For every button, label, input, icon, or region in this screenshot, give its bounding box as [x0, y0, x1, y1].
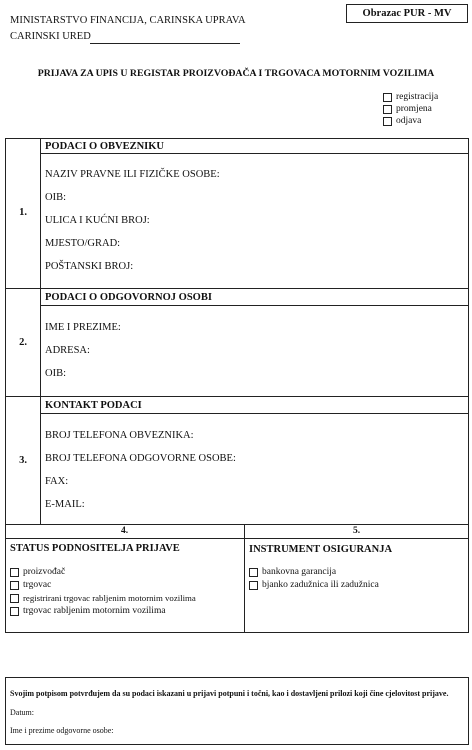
checkbox-trgovac-rabljenim[interactable] [10, 607, 19, 616]
field-naziv-osobe[interactable]: NAZIV PRAVNE ILI FIZIČKE OSOBE: [45, 169, 220, 180]
section-1-heading: PODACI O OBVEZNIKU [45, 141, 165, 152]
section-4-heading: STATUS PODNOSITELJA PRIJAVE [10, 543, 180, 554]
field-fax[interactable]: FAX: [45, 476, 69, 487]
field-telefon-obveznika[interactable]: BROJ TELEFONA OBVEZNIKA: [45, 430, 194, 441]
option-registracija[interactable] [383, 92, 438, 102]
form-title: PRIJAVA ZA UPIS U REGISTAR PROIZVOĐAČA I TRGOVACA MOTORNIM VOZILIMA [37, 68, 435, 79]
field-oib-odgovorna[interactable]: OIB: [45, 368, 66, 379]
checkbox-zaduznica[interactable] [249, 581, 258, 590]
option-odjava-label: odjava [396, 116, 422, 126]
signer-label[interactable]: Ime i prezime odgovorne osobe: [10, 726, 114, 735]
option-promjena-label: promjena [396, 104, 432, 114]
status-proizvodac-label: proizvođač [23, 567, 66, 577]
field-postanski-broj[interactable]: POŠTANSKI BROJ: [45, 261, 134, 272]
instrument-bankovna-garancija[interactable] [249, 567, 336, 577]
section-4-number: 4. [120, 526, 129, 536]
checkbox-registrirani-trgovac[interactable] [10, 594, 19, 603]
main-form-frame [5, 138, 469, 633]
field-email[interactable]: E-MAIL: [45, 499, 85, 510]
date-label[interactable]: Datum: [10, 708, 34, 717]
form-code: Obrazac PUR - MV [362, 8, 452, 19]
field-ime-prezime[interactable]: IME I PREZIME: [45, 322, 121, 333]
status-trgovac[interactable] [10, 580, 51, 590]
section-5-heading: INSTRUMENT OSIGURANJA [249, 544, 393, 555]
status-registrirani-trgovac-label: registrirani trgovac rabljenim motornim vozilima [23, 593, 196, 603]
instrument-zaduznica[interactable] [249, 580, 379, 590]
section-2-number: 2. [19, 337, 27, 348]
status-proizvodac[interactable] [10, 567, 65, 577]
field-ulica[interactable]: ULICA I KUĆNI BROJ: [45, 215, 150, 226]
section-3-number: 3. [19, 455, 27, 466]
checkbox-proizvodac[interactable] [10, 568, 19, 577]
instrument-bankovna-garancija-label: bankovna garancija [262, 567, 337, 577]
field-oib-obveznik[interactable]: OIB: [45, 192, 66, 203]
instrument-zaduznica-label: bjanko zadužnica ili zadužnica [262, 580, 379, 590]
section-2-heading: PODACI O ODGOVORNOJ OSOBI [45, 292, 212, 303]
declaration-text: Svojim potpisom potvrđujem da su podaci iskazani u prijavi potpuni i točni, kao i dostavljeni prilozi koji čine cjelovitost prijave. [10, 689, 449, 698]
status-trgovac-rabljenim[interactable] [10, 606, 166, 616]
checkbox-registracija[interactable] [383, 93, 392, 102]
form-code-box [346, 4, 468, 23]
checkbox-odjava[interactable] [383, 117, 392, 126]
section-5-number: 5. [352, 526, 361, 536]
customs-office-label [10, 31, 91, 42]
field-adresa[interactable]: ADRESA: [45, 345, 90, 356]
section-1-number: 1. [19, 207, 27, 218]
checkbox-promjena[interactable] [383, 105, 392, 114]
ministry-label: MINISTARSTVO FINANCIJA, CARINSKA UPRAVA [10, 15, 246, 26]
checkbox-bankovna-garancija[interactable] [249, 568, 258, 577]
status-trgovac-rabljenim-label: trgovac rabljenim motornim vozilima [23, 606, 166, 616]
section-3-heading: KONTAKT PODACI [45, 400, 142, 411]
customs-office-input-line[interactable] [90, 43, 240, 44]
field-mjesto[interactable]: MJESTO/GRAD: [45, 238, 121, 249]
customs-office-text: CARINSKI URED [10, 31, 91, 42]
option-odjava[interactable] [383, 116, 421, 126]
status-registrirani-trgovac[interactable] [10, 593, 196, 603]
status-trgovac-label: trgovac [23, 580, 52, 590]
option-registracija-label: registracija [396, 92, 439, 102]
checkbox-trgovac[interactable] [10, 581, 19, 590]
option-promjena[interactable] [383, 104, 432, 114]
field-telefon-odgovorne[interactable]: BROJ TELEFONA ODGOVORNE OSOBE: [45, 453, 236, 464]
